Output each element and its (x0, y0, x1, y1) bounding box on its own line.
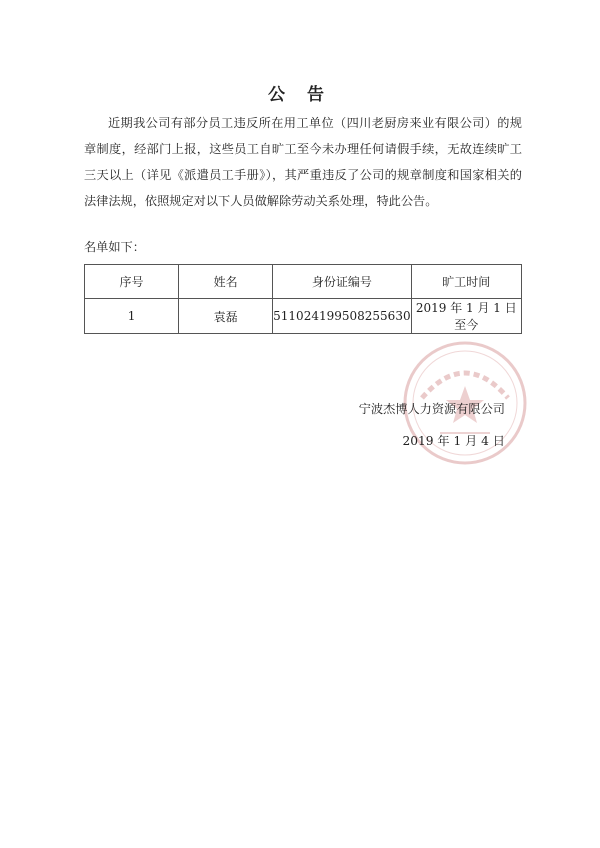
dismissal-table (84, 264, 522, 334)
header-absence-time: 旷工时间 (411, 265, 521, 299)
header-id-number: 身份证编号 (273, 265, 411, 299)
cell-seq: 1 (85, 299, 179, 334)
signature-date: 2019 年 1 月 4 日 (402, 434, 505, 448)
cell-id-number: 511024199508255630 (273, 299, 411, 334)
cell-name: 袁磊 (179, 299, 273, 334)
header-name: 姓名 (179, 265, 273, 299)
table-header-row (85, 265, 522, 299)
table-row (85, 299, 522, 334)
header-seq: 序号 (85, 265, 179, 299)
notice-paragraph: 近期我公司有部分员工违反所在用工单位（四川老厨房来业有限公司）的规章制度，经部门上报，这些员工自旷工至今未办理任何请假手续，无故连续旷工三天以上（详见《派遣员工手册》），其严重违反了公司的规章制度和国家相关的法律法规，依照规定对以下人员做解除劳动关系处理，特此公告。 (84, 116, 522, 208)
list-intro: 名单如下： (84, 240, 145, 254)
company-signature: 宁波杰博人力资源有限公司 (358, 402, 505, 416)
notice-title: 公 告 (268, 85, 332, 105)
cell-absence-time: 2019 年 1 月 1 日至今 (411, 299, 521, 334)
